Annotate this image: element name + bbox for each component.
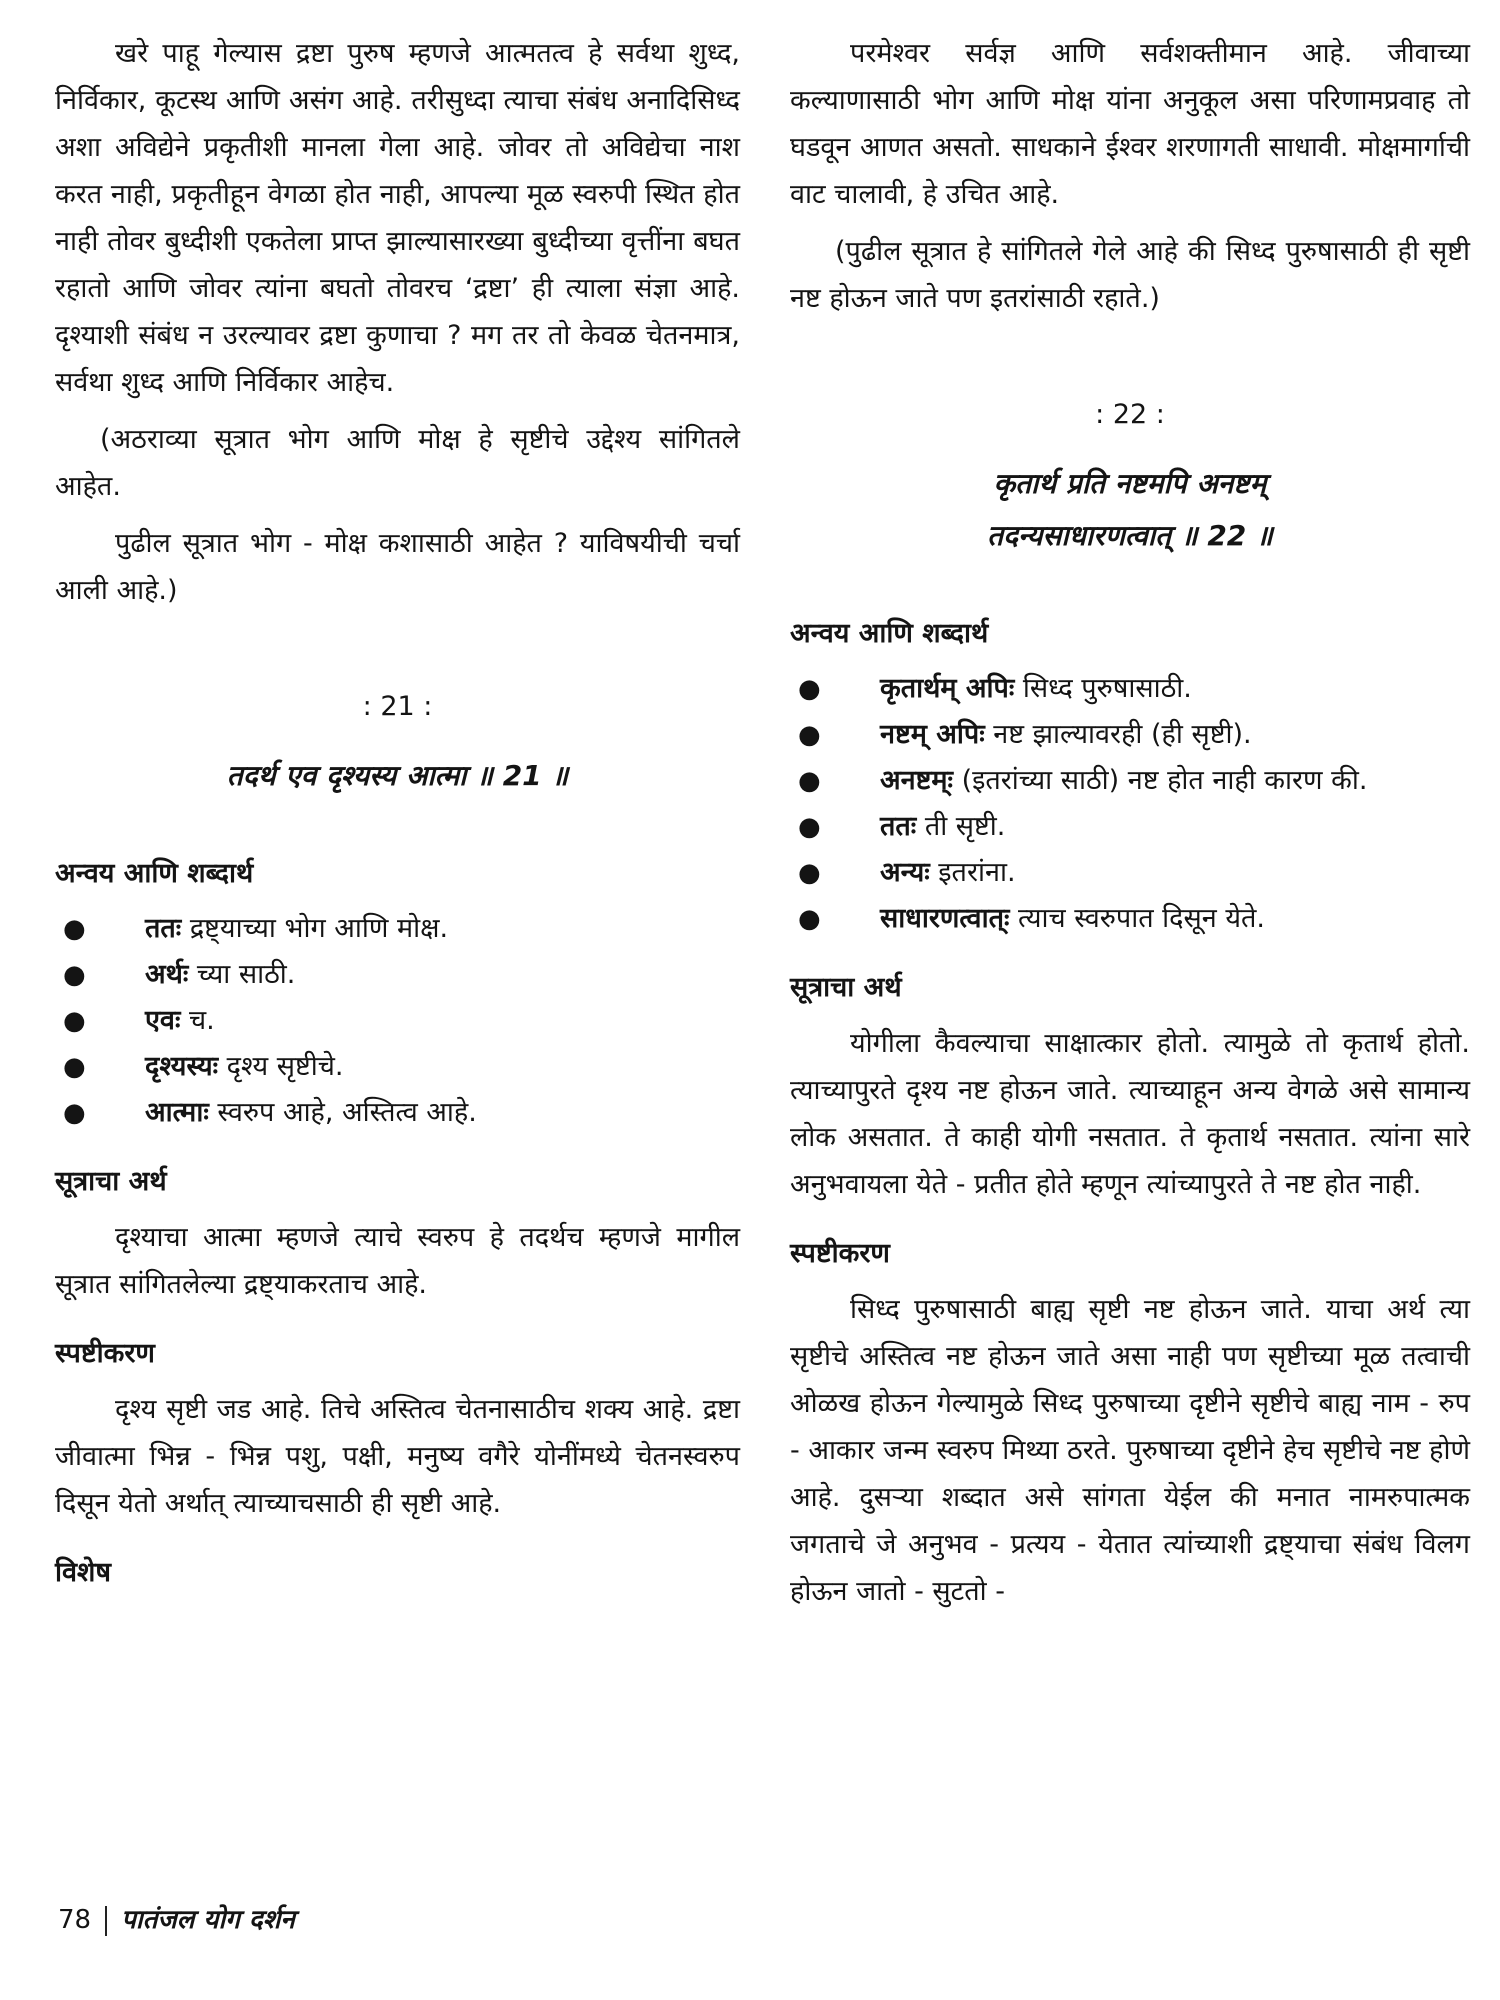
list-item	[55, 906, 740, 952]
list-item	[790, 758, 1470, 804]
list-item	[790, 804, 1470, 850]
sutra-text-line-1: कृतार्थ प्रति नष्टमपि अनष्टम्	[993, 467, 1267, 500]
book-title: पातंजल योग दर्शन	[121, 1905, 295, 1935]
term-meaning: दृश्य सृष्टीचे.	[218, 1051, 344, 1082]
bullet-icon: ●	[63, 960, 86, 990]
term-word: साधारणत्वात्ः	[880, 903, 1010, 934]
term-word: आत्माः	[145, 1097, 209, 1128]
note-paragraph: (पुढील सूत्रात हे सांगितले गेले आहे की सिध्द पुरुषासाठी ही सृष्टी नष्ट होऊन जाते पण इतरांसाठी रहाते.)	[790, 236, 1470, 314]
list-item	[790, 666, 1470, 712]
list-item	[790, 896, 1470, 942]
term-word: ततः	[880, 811, 917, 842]
note-paragraph: पुढील सूत्रात भोग - मोक्ष कशासाठी आहेत ? याविषयीची चर्चा आली आहे.)	[55, 528, 740, 606]
note-paragraph: (अठराव्या सूत्रात भोग आणि मोक्ष हे सृष्टीचे उद्देश्य सांगितले आहेत.	[55, 424, 740, 502]
section-heading-vishesh: विशेष	[55, 1557, 111, 1588]
term-word: अर्थः	[145, 959, 189, 990]
term-word: ततः	[145, 913, 182, 944]
spashtikaran-paragraph: दृश्य सृष्टी जड आहे. तिचे अस्तित्व चेतनासाठीच शक्य आहे. द्रष्टा जीवात्मा भिन्न - भिन्न पशु, पक्षी, मनुष्य वगैरे योनींमध्ये चेतनस्वरुप दिसून येतो अर्थात् त्याच्याचसाठी ही सृष्टी आहे.	[55, 1394, 740, 1519]
term-list	[790, 666, 1470, 942]
term-word: अन्यः	[880, 857, 930, 888]
list-item	[790, 712, 1470, 758]
section-heading-artha: सूत्राचा अर्थ	[55, 1166, 167, 1197]
bullet-icon: ●	[798, 812, 821, 842]
artha-paragraph: दृश्याचा आत्मा म्हणजे त्याचे स्वरुप हे तदर्थच म्हणजे मागील सूत्रात सांगितलेल्या द्रष्ट्याकरताच आहे.	[55, 1222, 740, 1300]
list-item	[790, 850, 1470, 896]
term-meaning: च.	[180, 1005, 215, 1036]
term-word: अनष्टम्ः	[880, 765, 953, 796]
bullet-icon: ●	[798, 858, 821, 888]
term-meaning: इतरांना.	[929, 857, 1016, 888]
section-heading-spashtikaran: स्पष्टीकरण	[790, 1238, 890, 1269]
bullet-icon: ●	[63, 1006, 86, 1036]
list-item	[55, 998, 740, 1044]
bullet-icon: ●	[798, 674, 821, 704]
bullet-icon: ●	[798, 766, 821, 796]
page-number: 78	[58, 1905, 92, 1935]
bullet-icon: ●	[63, 914, 86, 944]
term-meaning: ती सृष्टी.	[916, 811, 1006, 842]
right-column	[790, 30, 1470, 1615]
list-item	[55, 952, 740, 998]
section-heading-artha: सूत्राचा अर्थ	[790, 972, 902, 1003]
term-word: दृश्यस्यः	[145, 1051, 219, 1082]
artha-paragraph: योगीला कैवल्याचा साक्षात्कार होतो. त्यामुळे तो कृतार्थ होतो. त्याच्यापुरते दृश्य नष्ट होऊन जाते. त्याच्याहून अन्य वेगळे असे सामान्य लोक असतात. ते काही योगी नसतात. ते कृतार्थ नसतात. त्यांना सारे अनुभवायला येते - प्रतीत होते म्हणून त्यांच्यापुरते ते नष्ट होत नाही.	[790, 1028, 1470, 1200]
sutra-number: : 22 :	[1095, 399, 1165, 430]
term-meaning: सिध्द पुरुषासाठी.	[1014, 673, 1192, 704]
term-meaning: स्वरुप आहे, अस्तित्व आहे.	[208, 1097, 477, 1128]
section-heading-anvay: अन्वय आणि शब्दार्थ	[55, 858, 254, 889]
term-meaning: च्या साठी.	[188, 959, 296, 990]
page-footer	[58, 1900, 295, 1936]
term-meaning: त्याच स्वरुपात दिसून येते.	[1009, 903, 1265, 934]
spashtikaran-paragraph: सिध्द पुरुषासाठी बाह्य सृष्टी नष्ट होऊन जाते. याचा अर्थ त्या सृष्टीचे अस्तित्व नष्ट होऊन जाते असा नाही पण सृष्टीच्या मूळ तत्वाची ओळख होऊन गेल्यामुळे सिध्द पुरुषाच्या दृष्टीने सृष्टीचे बाह्य नाम - रुप - आकार जन्म स्वरुप मिथ्या ठरते. पुरुषाच्या दृष्टीने हेच सृष्टीचे नष्ट होणे आहे. दुसऱ्या शब्दात असे सांगता येईल की मनात नामरुपात्मक जगताचे जे अनुभव - प्रत्यय - येतात त्यांच्याशी द्रष्ट्याचा संबंध विलग होऊन जातो - सुटतो -	[790, 1294, 1470, 1607]
term-meaning: द्रष्ट्याच्या भोग आणि मोक्ष.	[181, 913, 449, 944]
paragraph-intro: परमेश्वर सर्वज्ञ आणि सर्वशक्तीमान आहे. जीवाच्या कल्याणासाठी भोग आणि मोक्ष यांना अनुकूल असा परिणामप्रवाह तो घडवून आणत असतो. साधकाने ईश्वर शरणागती साधावी. मोक्षमार्गाची वाट चालावी, हे उचित आहे.	[790, 38, 1470, 210]
list-item	[55, 1090, 740, 1136]
term-word: कृतार्थम् अपिः	[880, 673, 1015, 704]
term-meaning: (इतरांच्या साठी) नष्ट होत नाही कारण की.	[952, 765, 1368, 796]
paragraph-intro: खरे पाहू गेल्यास द्रष्टा पुरुष म्हणजे आत्मतत्व हे सर्वथा शुध्द, निर्विकार, कूटस्थ आणि असंग आहे. तरीसुध्दा त्याचा संबंध अनादिसिध्द अशा अविद्येने प्रकृतीशी मानला गेला आहे. जोवर तो अविद्येचा नाश करत नाही, प्रकृतीहून वेगळा होत नाही, आपल्या मूळ स्वरुपी स्थित होत नाही तोवर बुध्दीशी एकतेला प्राप्त झाल्यासारख्या बुध्दीच्या वृत्तींना बघत रहातो आणि जोवर त्यांना बघतो तोवरच ‘द्रष्टा’ ही त्याला संज्ञा आहे. दृश्याशी संबंध न उरल्यावर द्रष्टा कुणाचा ? मग तर तो केवळ चेतनमात्र, सर्वथा शुध्द आणि निर्विकार आहेच.	[55, 38, 740, 398]
section-heading-spashtikaran: स्पष्टीकरण	[55, 1338, 155, 1369]
sutra-text-line-2: तदन्यसाधारणत्वात् ॥ 22 ॥	[987, 519, 1273, 552]
sutra-text: तदर्थ एव दृश्यस्य आत्मा ॥ 21 ॥	[226, 759, 569, 792]
term-word: एवः	[145, 1005, 181, 1036]
bullet-icon: ●	[798, 720, 821, 750]
bullet-icon: ●	[63, 1052, 86, 1082]
term-list	[55, 906, 740, 1136]
section-heading-anvay: अन्वय आणि शब्दार्थ	[790, 618, 989, 649]
bullet-icon: ●	[63, 1098, 86, 1128]
left-column	[55, 30, 740, 1605]
bullet-icon: ●	[798, 904, 821, 934]
sutra-number: : 21 :	[362, 691, 433, 722]
term-meaning: नष्ट झाल्यावरही (ही सृष्टी).	[984, 719, 1252, 750]
term-word: नष्टम् अपिः	[880, 719, 985, 750]
list-item	[55, 1044, 740, 1090]
footer-divider	[105, 1906, 107, 1936]
